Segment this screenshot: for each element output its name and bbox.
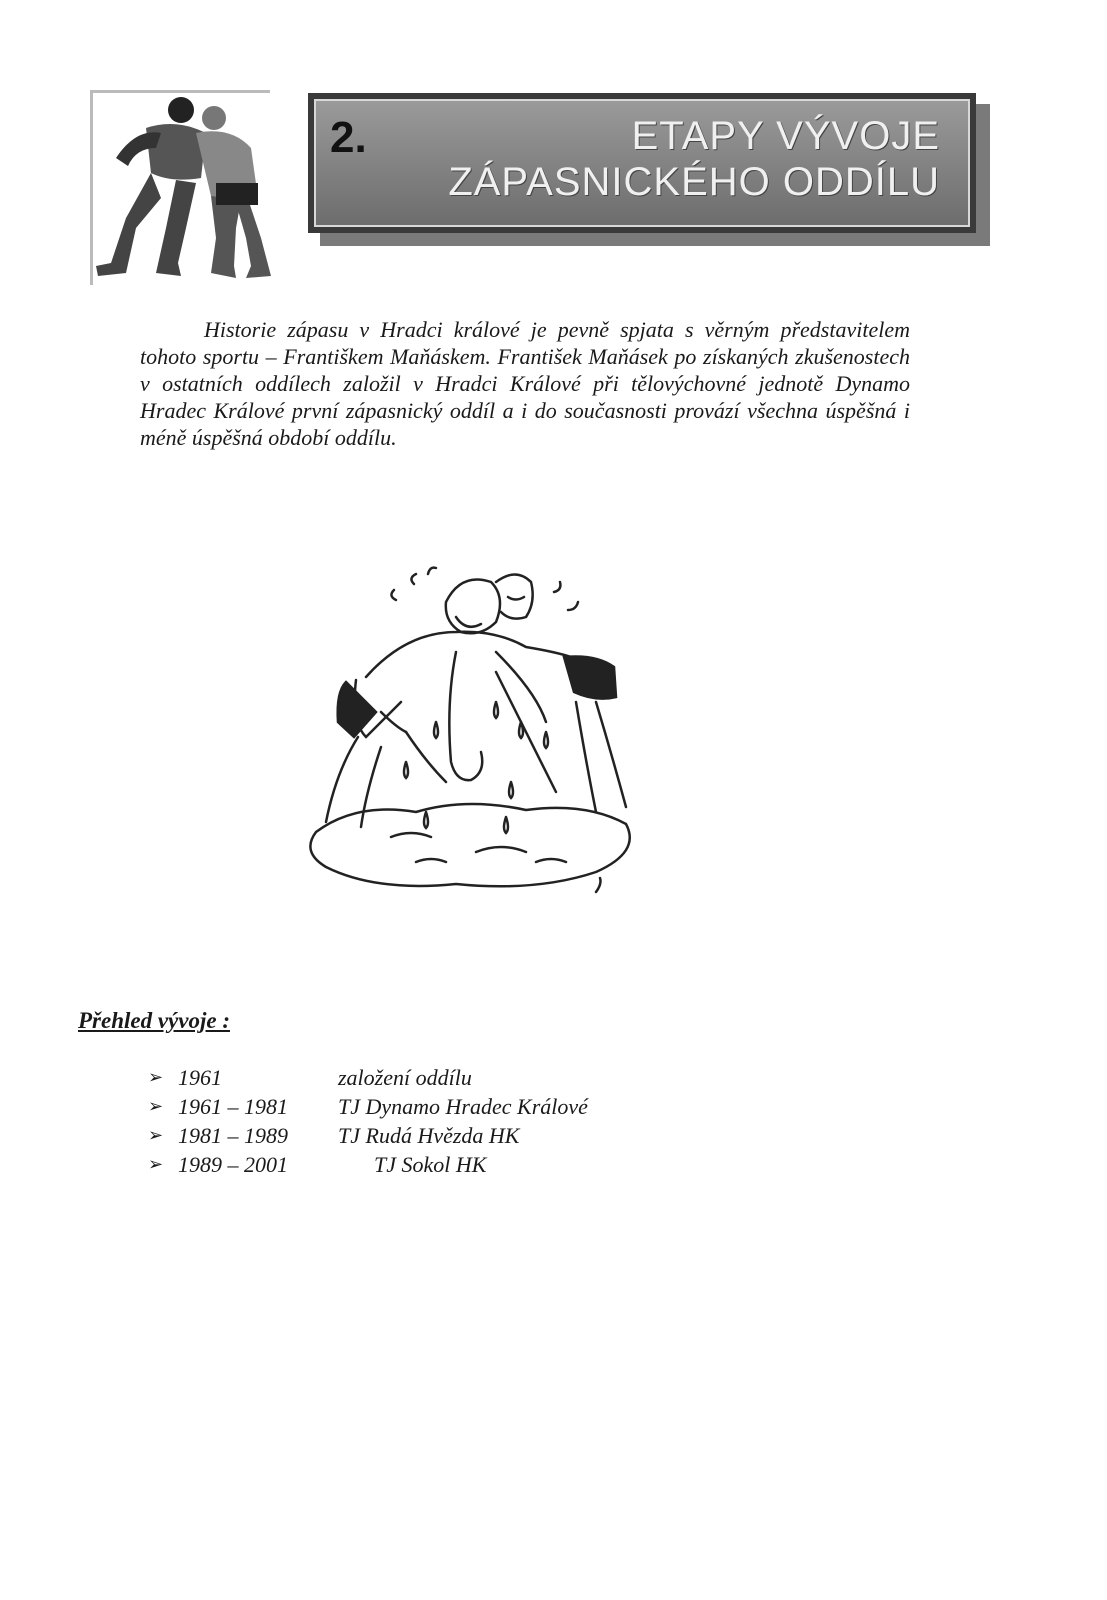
chapter-title-line-2: ZÁPASNICKÉHO ODDÍLU	[448, 160, 940, 204]
timeline-desc: založení oddílu	[338, 1065, 472, 1090]
timeline-year: 1981 – 1989	[178, 1123, 288, 1148]
wrestlers-illustration-icon	[86, 88, 286, 293]
arrow-bullet-icon: ➢	[148, 1067, 164, 1088]
timeline-year: 1961	[178, 1065, 222, 1090]
title-banner-inner	[314, 99, 970, 227]
timeline-year: 1989 – 2001	[178, 1152, 288, 1177]
chapter-title	[380, 113, 940, 205]
overview-heading: Přehled vývoje :	[78, 1008, 230, 1033]
title-banner	[308, 93, 976, 233]
timeline-desc: TJ Sokol HK	[374, 1152, 487, 1177]
exhausted-wrestlers-cartoon-icon	[296, 562, 646, 907]
arrow-bullet-icon: ➢	[148, 1096, 164, 1117]
chapter-number: 2.	[330, 113, 367, 162]
timeline-item	[148, 1150, 748, 1179]
timeline-item	[148, 1063, 748, 1092]
intro-paragraph: Historie zápasu v Hradci králové je pevně spjata s věrným představitelem tohoto sportu – Františkem Maňáskem. František Maňásek po získaných zkušenostech v ostatních oddílech založil v Hradci Králové při tělovýchovné jednotě Dynamo Hradec Králové první zápasnický oddíl a i do současnosti provází všechna úspěšná i méně úspěšná období oddílu.	[140, 317, 910, 450]
arrow-bullet-icon: ➢	[148, 1154, 164, 1175]
timeline-desc: TJ Rudá Hvězda HK	[338, 1123, 520, 1148]
arrow-bullet-icon: ➢	[148, 1125, 164, 1146]
timeline-desc: TJ Dynamo Hradec Králové	[338, 1094, 588, 1119]
timeline-item	[148, 1092, 748, 1121]
timeline-item	[148, 1121, 748, 1150]
timeline-list	[148, 1063, 748, 1179]
timeline-year: 1961 – 1981	[178, 1094, 288, 1119]
chapter-title-line-1: ETAPY VÝVOJE	[631, 114, 940, 158]
